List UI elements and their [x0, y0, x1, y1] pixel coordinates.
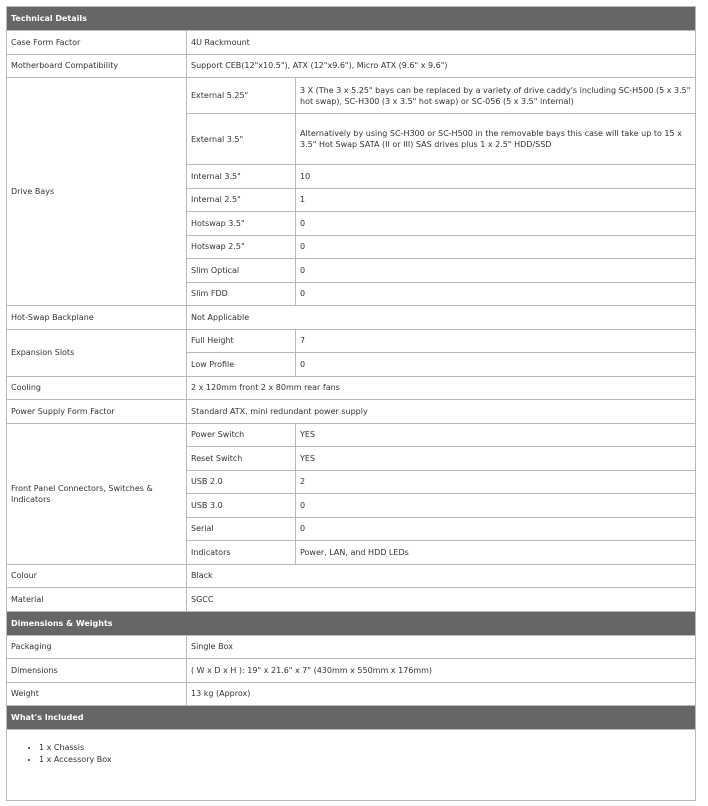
- spec-label: Front Panel Connectors, Switches & Indicators: [7, 423, 187, 564]
- sub-value: 0: [296, 259, 696, 283]
- sub-label: Hotswap 2.5": [187, 235, 296, 259]
- sub-label: Internal 3.5": [187, 165, 296, 189]
- sub-value: YES: [296, 447, 696, 471]
- sub-label: External 5.25": [187, 78, 296, 114]
- sub-value: 0: [296, 353, 696, 377]
- sub-label: Power Switch: [187, 423, 296, 447]
- table-row: [7, 400, 696, 424]
- spec-label: Colour: [7, 564, 187, 588]
- sub-label: Full Height: [187, 329, 296, 353]
- table-row: [7, 78, 696, 114]
- spec-label: Material: [7, 588, 187, 612]
- spec-value: Black: [187, 564, 696, 588]
- spec-table: [6, 6, 696, 801]
- sub-value: 3 X (The 3 x 5.25" bays can be replaced by a variety of drive caddy's including SC-H500 (5 x 3.5" hot swap), SC-H300 (3 x 3.5" hot swap) or SC-056 (5 x 3.5" internal): [296, 78, 696, 114]
- sub-label: External 3.5": [187, 114, 296, 165]
- spec-value: Not Applicable: [187, 306, 696, 330]
- spec-label: Case Form Factor: [7, 31, 187, 55]
- sub-label: Serial: [187, 517, 296, 541]
- table-row: [7, 423, 696, 447]
- table-row: [7, 31, 696, 55]
- sub-value: 2: [296, 470, 696, 494]
- sub-label: Low Profile: [187, 353, 296, 377]
- section-title: Dimensions & Weights: [7, 611, 696, 635]
- table-row: [7, 682, 696, 706]
- whats-included-header: [7, 706, 696, 730]
- sub-value: 10: [296, 165, 696, 189]
- spec-value: Standard ATX, mini redundant power supply: [187, 400, 696, 424]
- sub-value: YES: [296, 423, 696, 447]
- table-row: [7, 588, 696, 612]
- table-row: [7, 329, 696, 353]
- spec-label: Dimensions: [7, 659, 187, 683]
- technical-details-header: [7, 7, 696, 31]
- sub-label: Reset Switch: [187, 447, 296, 471]
- spec-label: Power Supply Form Factor: [7, 400, 187, 424]
- sub-label: Slim FDD: [187, 282, 296, 306]
- sub-value: 1: [296, 188, 696, 212]
- sub-value: 0: [296, 212, 696, 236]
- sub-value: Alternatively by using SC-H300 or SC-H500 in the removable bays this case will take up to 15 x 3.5" Hot Swap SATA (II or III) SAS drives plus 1 x 2.5" HDD/SSD: [296, 114, 696, 165]
- spec-value: 4U Rackmount: [187, 31, 696, 55]
- sub-value: 7: [296, 329, 696, 353]
- spec-label: Packaging: [7, 635, 187, 659]
- sub-label: USB 3.0: [187, 494, 296, 518]
- sub-label: USB 2.0: [187, 470, 296, 494]
- spec-label: Motherboard Compatibility: [7, 54, 187, 78]
- table-row: [7, 376, 696, 400]
- sub-value: 0: [296, 235, 696, 259]
- table-row: [7, 306, 696, 330]
- sub-label: Slim Optical: [187, 259, 296, 283]
- list-item: • 1 x Chassis: [39, 742, 691, 754]
- sub-value: 0: [296, 517, 696, 541]
- spec-label: Cooling: [7, 376, 187, 400]
- sub-value: 0: [296, 494, 696, 518]
- sub-label: Indicators: [187, 541, 296, 565]
- spec-value: 13 kg (Approx): [187, 682, 696, 706]
- table-row: [7, 54, 696, 78]
- included-list: [11, 742, 691, 766]
- included-cell: [7, 730, 696, 801]
- section-title: Technical Details: [7, 7, 696, 31]
- spec-value: ( W x D x H ): 19" x 21.6" x 7" (430mm x 550mm x 176mm): [187, 659, 696, 683]
- sub-value: 0: [296, 282, 696, 306]
- table-row: [7, 635, 696, 659]
- dimensions-weights-header: [7, 611, 696, 635]
- spec-value: Single Box: [187, 635, 696, 659]
- spec-label: Weight: [7, 682, 187, 706]
- table-row: [7, 659, 696, 683]
- table-row: [7, 564, 696, 588]
- sub-value: Power, LAN, and HDD LEDs: [296, 541, 696, 565]
- spec-sheet: [6, 6, 696, 801]
- spec-label: Expansion Slots: [7, 329, 187, 376]
- spec-value: SGCC: [187, 588, 696, 612]
- sub-label: Hotswap 3.5": [187, 212, 296, 236]
- sub-label: Internal 2.5": [187, 188, 296, 212]
- section-title: What's Included: [7, 706, 696, 730]
- spec-label: Drive Bays: [7, 78, 187, 306]
- spec-value: 2 x 120mm front 2 x 80mm rear fans: [187, 376, 696, 400]
- spec-label: Hot-Swap Backplane: [7, 306, 187, 330]
- list-item: • 1 x Accessory Box: [39, 754, 691, 766]
- table-row: [7, 730, 696, 801]
- spec-value: Support CEB(12"x10.5"), ATX (12"x9.6"), Micro ATX (9.6" x 9.6"): [187, 54, 696, 78]
